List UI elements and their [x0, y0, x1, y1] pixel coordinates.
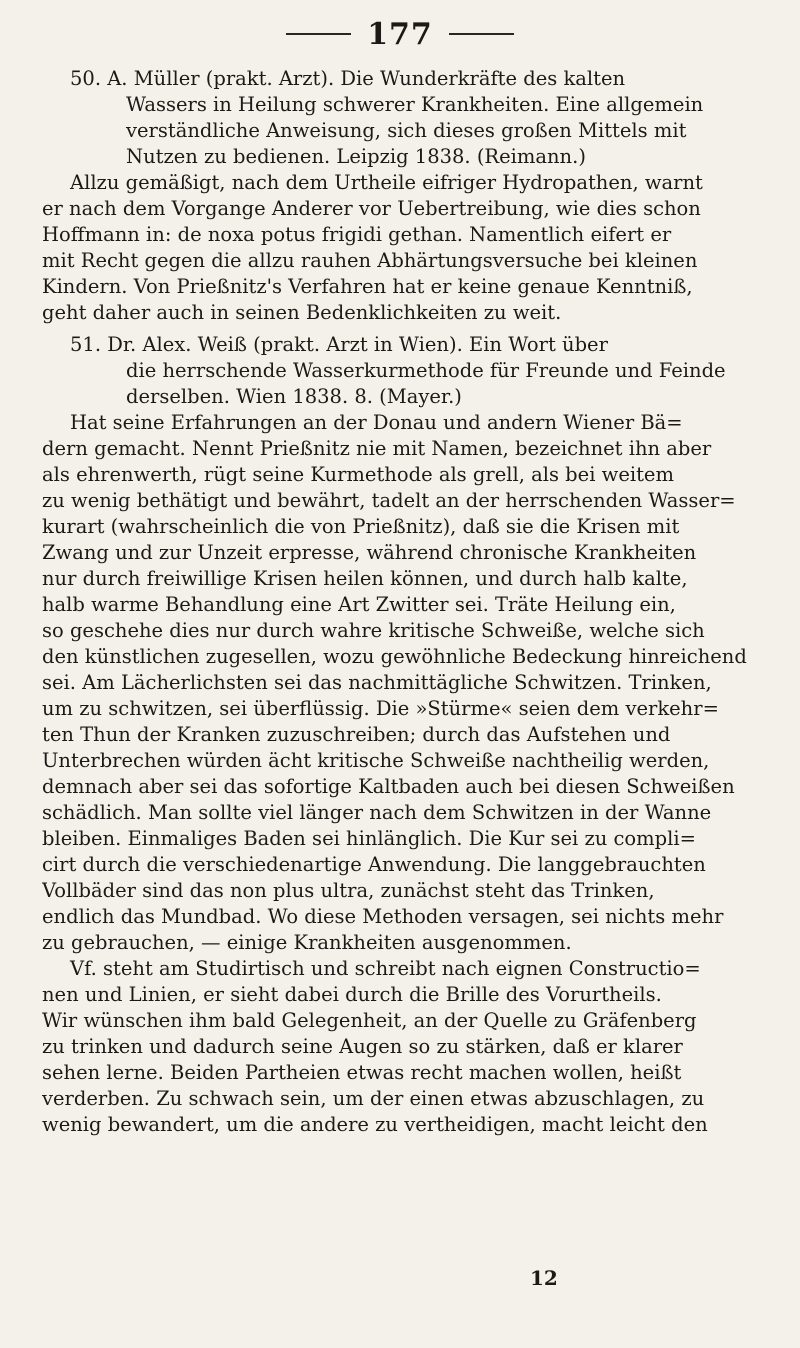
- text-line: zu trinken und dadurch seine Augen so zu stärken, daß er klarer: [42, 1035, 683, 1058]
- text-line: mit Recht gegen die allzu rauhen Abhärtungsversuche bei kleinen: [42, 249, 698, 272]
- text-line: sehen lerne. Beiden Partheien etwas recht machen wollen, heißt: [42, 1061, 682, 1084]
- text-line: derselben. Wien 1838. 8. (Mayer.): [126, 385, 462, 408]
- text-line: zu gebrauchen, — einige Krankheiten ausgenommen.: [42, 931, 572, 954]
- text-line: Hat seine Erfahrungen an der Donau und andern Wiener Bä=: [70, 411, 683, 434]
- text-line: Unterbrechen würden ächt kritische Schweiße nachtheilig werden,: [42, 749, 710, 772]
- text-line: Allzu gemäßigt, nach dem Urtheile eifriger Hydropathen, warnt: [70, 171, 703, 194]
- text-line: Kindern. Von Prießnitz's Verfahren hat er keine genaue Kenntniß,: [42, 275, 693, 298]
- text-line: als ehrenwerth, rügt seine Kurmethode als grell, als bei weitem: [42, 463, 674, 486]
- text-line: dern gemacht. Nennt Prießnitz nie mit Namen, bezeichnet ihn aber: [42, 437, 712, 460]
- text-line: die herrschende Wasserkurmethode für Freunde und Feinde: [126, 359, 726, 382]
- text-line: verständliche Anweisung, sich dieses großen Mittels mit: [126, 119, 687, 142]
- text-line: 50. A. Müller (prakt. Arzt). Die Wunderkräfte des kalten: [70, 67, 626, 90]
- text-line: geht daher auch in seinen Bedenklichkeiten zu weit.: [42, 301, 562, 324]
- body-text: [42, 66, 774, 1138]
- page-header: [0, 14, 800, 54]
- text-line: Hoffmann in: de noxa potus frigidi gethan. Namentlich eifert er: [42, 223, 672, 246]
- text-line: den künstlichen zugesellen, wozu gewöhnliche Bedeckung hinreichend: [42, 645, 747, 668]
- text-line: halb warme Behandlung eine Art Zwitter sei. Träte Heilung ein,: [42, 593, 676, 616]
- text-line: nur durch freiwillige Krisen heilen können, und durch halb kalte,: [42, 567, 688, 590]
- text-line: ten Thun der Kranken zuzuschreiben; durch das Aufstehen und: [42, 723, 671, 746]
- text-line: demnach aber sei das sofortige Kaltbaden auch bei diesen Schweißen: [42, 775, 735, 798]
- text-line: Zwang und zur Unzeit erpresse, während chronische Krankheiten: [42, 541, 697, 564]
- text-line: nen und Linien, er sieht dabei durch die Brille des Vorurtheils.: [42, 983, 662, 1006]
- text-line: 51. Dr. Alex. Weiß (prakt. Arzt in Wien). Ein Wort über: [70, 333, 608, 356]
- text-line: um zu schwitzen, sei überflüssig. Die »Stürme« seien dem verkehr=: [42, 697, 719, 720]
- text-line: zu wenig bethätigt und bewährt, tadelt an der herrschenden Wasser=: [42, 489, 736, 512]
- right-rule: [449, 33, 514, 35]
- text-line: sei. Am Lächerlichsten sei das nachmittägliche Schwitzen. Trinken,: [42, 671, 712, 694]
- signature-mark: 12: [530, 1266, 558, 1290]
- text-line: Wassers in Heilung schwerer Krankheiten. Eine allgemein: [126, 93, 704, 116]
- text-line: Nutzen zu bedienen. Leipzig 1838. (Reimann.): [126, 145, 586, 168]
- text-line: verderben. Zu schwach sein, um der einen etwas abzuschlagen, zu: [42, 1087, 705, 1110]
- text-line: so geschehe dies nur durch wahre kritische Schweiße, welche sich: [42, 619, 705, 642]
- text-line: kurart (wahrscheinlich die von Prießnitz), daß sie die Krisen mit: [42, 515, 680, 538]
- text-line: wenig bewandert, um die andere zu vertheidigen, macht leicht den: [42, 1113, 708, 1136]
- text-line: endlich das Mundbad. Wo diese Methoden versagen, sei nichts mehr: [42, 905, 724, 928]
- text-line: schädlich. Man sollte viel länger nach dem Schwitzen in der Wanne: [42, 801, 712, 824]
- page-number: 177: [367, 16, 433, 52]
- text-line: cirt durch die verschiedenartige Anwendung. Die langgebrauchten: [42, 853, 706, 876]
- text-line: bleiben. Einmaliges Baden sei hinlänglich. Die Kur sei zu compli=: [42, 827, 696, 850]
- text-line: Vollbäder sind das non plus ultra, zunächst steht das Trinken,: [42, 879, 655, 902]
- text-line: Vf. steht am Studirtisch und schreibt nach eignen Constructio=: [70, 957, 701, 980]
- text-line: Wir wünschen ihm bald Gelegenheit, an der Quelle zu Gräfenberg: [42, 1009, 697, 1032]
- text-line: er nach dem Vorgange Anderer vor Uebertreibung, wie dies schon: [42, 197, 701, 220]
- left-rule: [286, 33, 351, 35]
